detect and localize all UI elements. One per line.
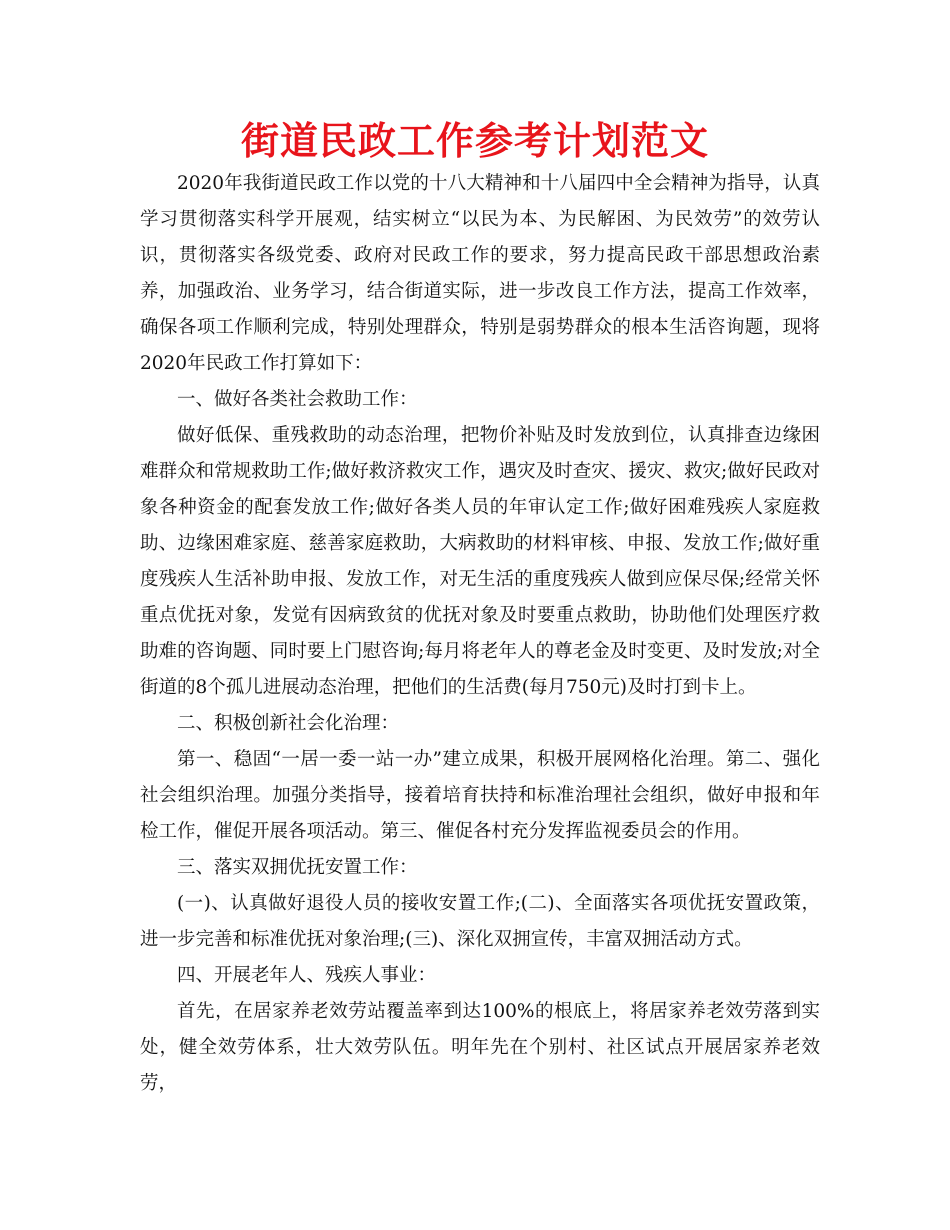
section-heading-3: 三、落实双拥优抚安置工作： xyxy=(177,857,418,878)
paragraph-placement-work: (一)、认真做好退役人员的接收安置工作;(二)、全面落实各项优抚安置政策，进一步完善和标准优抚对象治理;(三)、深化双拥宣传，丰富双拥活动方式。 xyxy=(140,893,820,950)
paragraph-elderly-disabled: 首先，在居家养老效劳站覆盖率到达100%的根底上，将居家养老效劳落到实处，健全效劳体系，壮大效劳队伍。明年先在个别村、社区试点开展居家养老效劳， xyxy=(140,1001,820,1094)
paragraph-social-governance: 第一、稳固“一居一委一站一办”建立成果，积极开展网格化治理。第二、强化社会组织治理。加强分类指导，接着培育扶持和标准治理社会组织，做好申报和年检工作，催促开展各项活动。第三、催促各村充分发挥监视委员会的作用。 xyxy=(140,749,820,842)
document-body xyxy=(140,166,820,1102)
paragraph-intro: 2020年我街道民政工作以党的十八大精神和十八届四中全会精神为指导，认真学习贯彻落实科学开展观，结实树立“以民为本、为民解困、为民效劳”的效劳认识，贯彻落实各级党委、政府对民政工作的要求，努力提高民政干部思想政治素养，加强政治、业务学习，结合街道实际，进一步改良工作方法，提高工作效率，确保各项工作顺利完成，特别处理群众，特别是弱势群众的根本生活咨询题，现将2020年民政工作打算如下： xyxy=(140,173,820,374)
section-heading-4: 四、开展老年人、残疾人事业： xyxy=(177,965,437,986)
section-heading-1: 一、做好各类社会救助工作： xyxy=(177,389,418,410)
section-heading-2: 二、积极创新社会化治理： xyxy=(177,713,400,734)
paragraph-social-assistance: 做好低保、重残救助的动态治理，把物价补贴及时发放到位，认真排查边缘困难群众和常规救助工作;做好救济救灾工作，遇灾及时查灾、援灾、救灾;做好民政对象各种资金的配套发放工作;做好各类人员的年审认定工作;做好困难残疾人家庭救助、边缘困难家庭、慈善家庭救助，大病救助的材料审核、申报、发放工作;做好重度残疾人生活补助申报、发放工作，对无生活的重度残疾人做到应保尽保;经常关怀重点优抚对象，发觉有因病致贫的优抚对象及时要重点救助，协助他们处理医疗救助难的咨询题、同时要上门慰咨询;每月将老年人的尊老金及时变更、及时发放;对全街道的8个孤儿进展动态治理，把他们的生活费(每月750元)及时打到卡上。 xyxy=(140,425,820,698)
document-title: 街道民政工作参考计划范文 xyxy=(240,119,709,163)
